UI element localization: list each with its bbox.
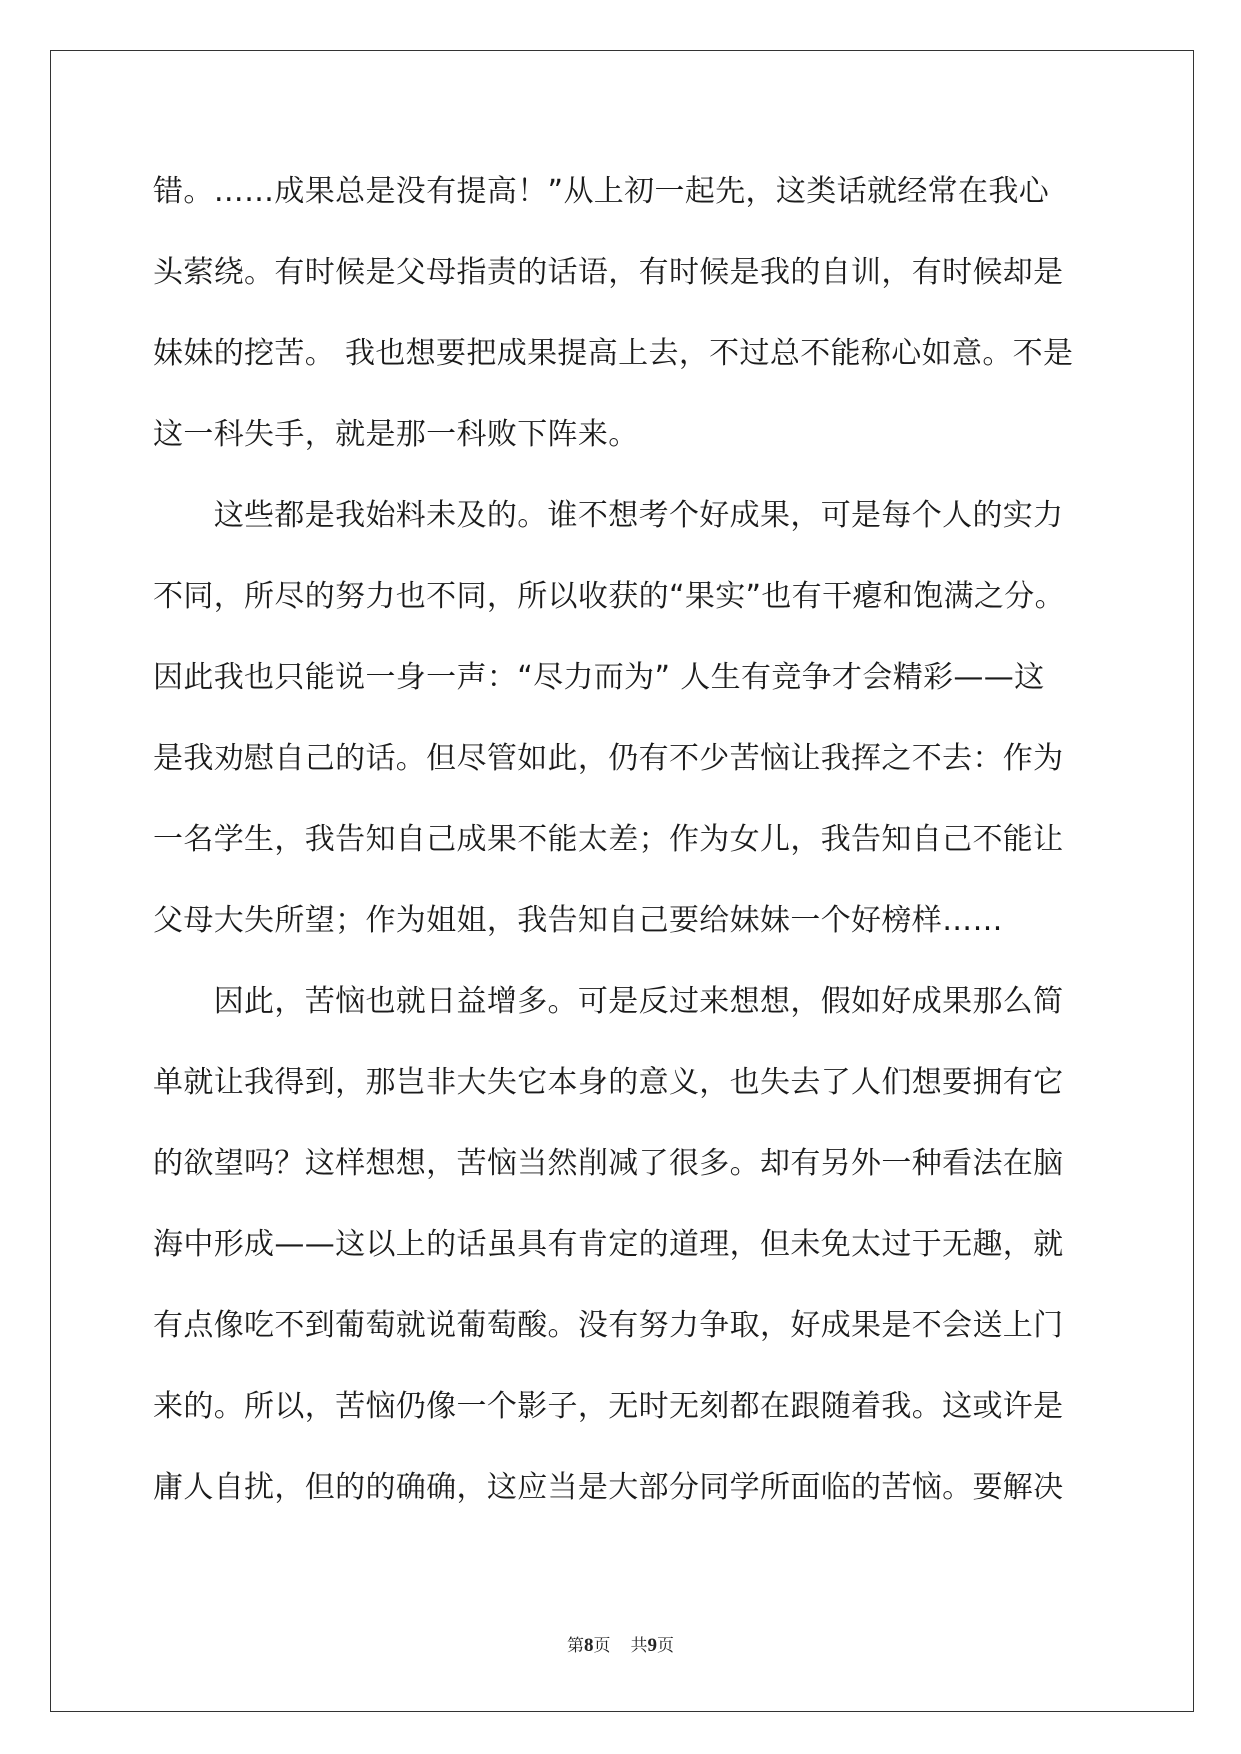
paragraph-line: 海中形成——这以上的话虽具有肯定的道理，但未免太过于无趣，就 <box>153 1227 1064 1262</box>
paragraph-line: 这些都是我始料未及的。谁不想考个好成果，可是每个人的实力 <box>153 498 1064 533</box>
paragraph-line: 是我劝慰自己的话。但尽管如此，仍有不少苦恼让我挥之不去：作为 <box>153 741 1064 776</box>
paragraph-line: 的欲望吗？这样想想，苦恼当然削减了很多。却有另外一种看法在脑 <box>153 1146 1064 1181</box>
paragraph-line: 一名学生，我告知自己成果不能太差；作为女儿，我告知自己不能让 <box>153 822 1064 857</box>
paragraph-line: 这一科失手，就是那一科败下阵来。 <box>153 417 639 452</box>
paragraph-line: 父母大失所望；作为姐姐，我告知自己要给妹妹一个好榜样…… <box>153 903 1003 938</box>
paragraph-line: 错。……成果总是没有提高！”从上初一起先，这类话就经常在我心 <box>153 174 1050 209</box>
page-prefix: 第 <box>567 1636 584 1656</box>
total-prefix: 共 <box>630 1636 648 1656</box>
paragraph-line: 不同，所尽的努力也不同，所以收获的“果实”也有干瘪和饱满之分。 <box>153 579 1065 614</box>
paragraph-line: 因此我也只能说一身一声：“尽力而为” 人生有竞争才会精彩——这 <box>153 660 1045 695</box>
page-suffix: 页 <box>593 1636 611 1656</box>
total-suffix: 页 <box>657 1636 674 1656</box>
paragraph-line: 头萦绕。有时候是父母指责的话语，有时候是我的自训，有时候却是 <box>153 255 1064 290</box>
paragraph-line: 有点像吃不到葡萄就说葡萄酸。没有努力争取，好成果是不会送上门 <box>153 1308 1064 1343</box>
paragraph-line: 因此，苦恼也就日益增多。可是反过来想想，假如好成果那么简 <box>153 984 1064 1019</box>
paragraph-line: 来的。所以，苦恼仍像一个影子，无时无刻都在跟随着我。这或许是 <box>153 1389 1064 1424</box>
paragraph-line: 单就让我得到，那岂非大失它本身的意义，也失去了人们想要拥有它 <box>153 1065 1064 1100</box>
total-page-count: 9 <box>647 1635 657 1656</box>
paragraph-line: 妹妹的挖苦。 我也想要把成果提高上去，不过总不能称心如意。不是 <box>153 336 1074 371</box>
page-number-footer <box>0 1634 1241 1658</box>
current-page-number: 8 <box>584 1635 594 1656</box>
paragraph-line: 庸人自扰，但的的确确，这应当是大部分同学所面临的苦恼。要解决 <box>153 1470 1064 1505</box>
page-border <box>50 50 1194 1712</box>
